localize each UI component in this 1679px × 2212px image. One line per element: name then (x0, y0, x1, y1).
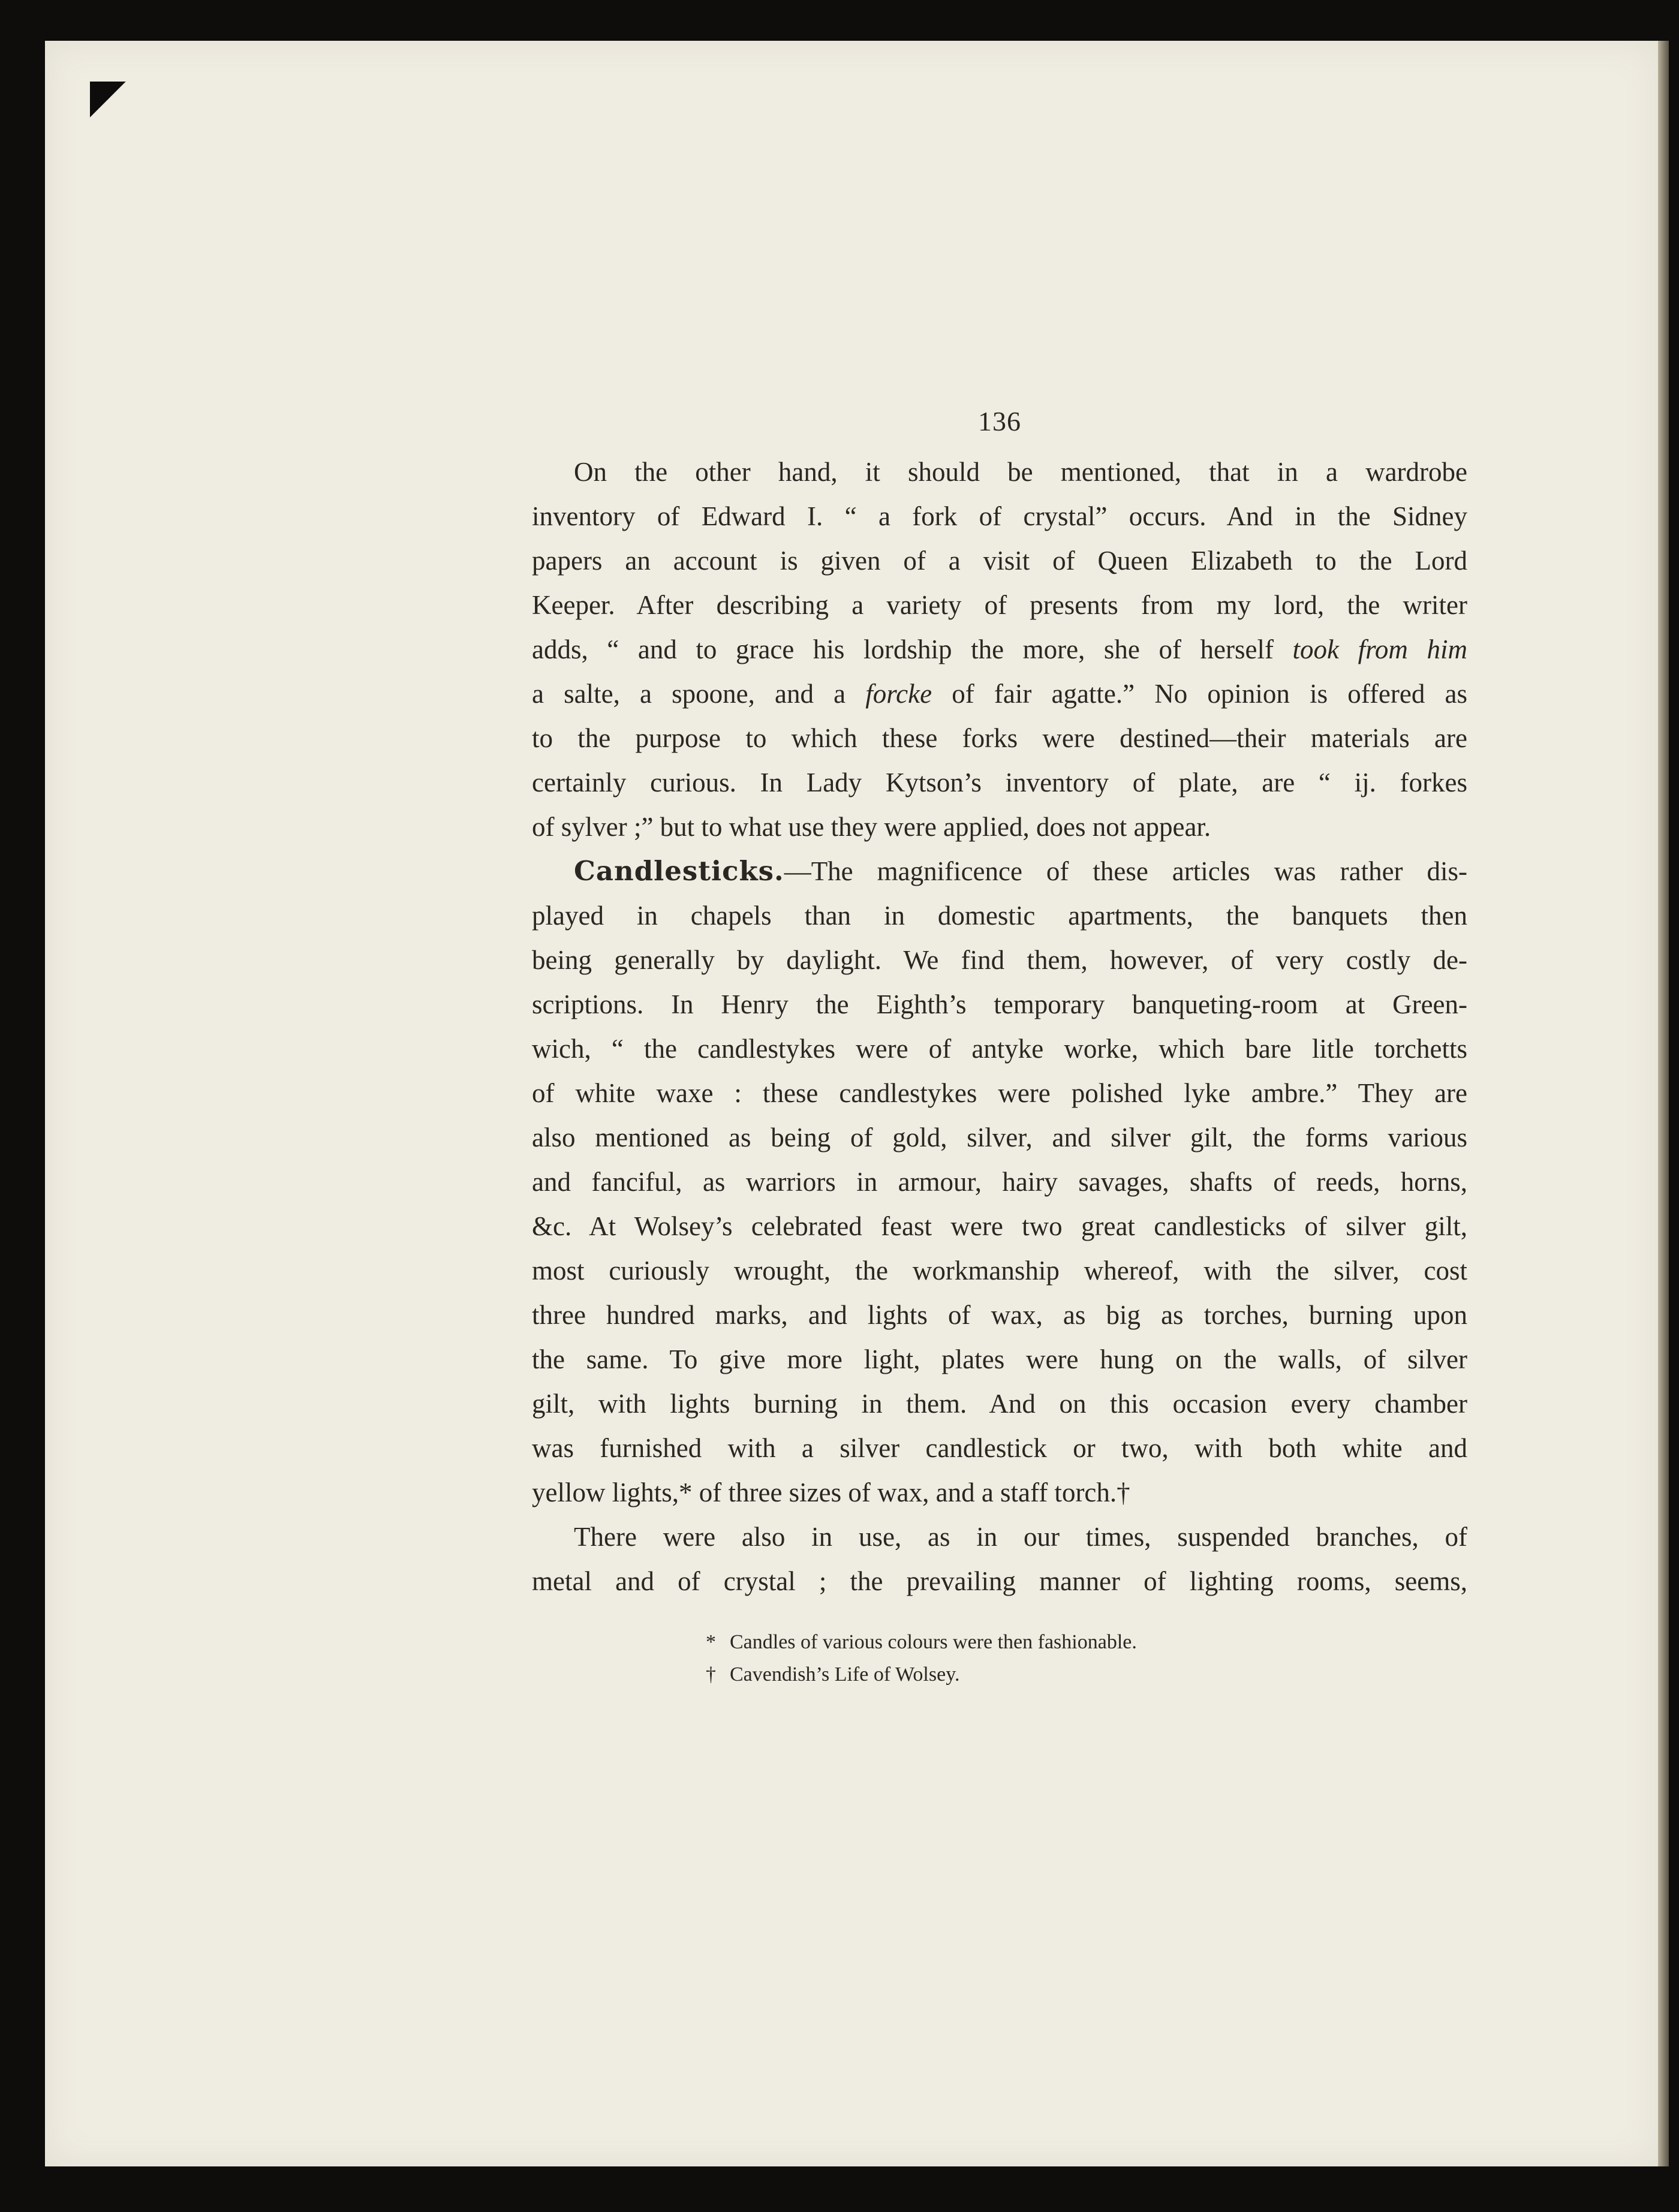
page-corner-fold (90, 82, 126, 118)
text-line: adds, “ and to grace his lordship the more, she of herself took from him (532, 634, 1467, 664)
footnote-text: Cavendish’s Life of Wolsey. (730, 1663, 960, 1686)
footnote-text: Candles of various colours were then fashionable. (730, 1631, 1137, 1653)
text-line: yellow lights,* of three sizes of wax, and a staff torch.† (532, 1477, 1130, 1507)
page-number: 136 (978, 406, 1021, 437)
text-line: of sylver ;” but to what use they were applied, does not appear. (532, 812, 1211, 842)
book-page (45, 41, 1658, 2166)
text-line: also mentioned as being of gold, silver, and silver gilt, the forms various (532, 1122, 1467, 1152)
page-edge-shadow (1658, 41, 1669, 2166)
text-line: inventory of Edward I. “ a fork of crystal” occurs. And in the Sidney (532, 501, 1467, 531)
text-line: to the purpose to which these forks were destined—their materials are (532, 723, 1467, 753)
text-line: &c. At Wolsey’s celebrated feast were two great candlesticks of silver gilt, (532, 1211, 1467, 1241)
text-line: the same. To give more light, plates were hung on the walls, of silver (532, 1344, 1467, 1374)
text-line: being generally by daylight. We find them, however, of very costly de- (532, 945, 1467, 975)
text-line: most curiously wrought, the workmanship whereof, with the silver, cost (532, 1256, 1467, 1286)
footnote-mark: * (706, 1631, 716, 1653)
text-line: and fanciful, as warriors in armour, hairy savages, shafts of reeds, horns, (532, 1167, 1467, 1197)
text-line: wich, “ the candlestykes were of antyke worke, which bare litle torchetts (532, 1034, 1467, 1064)
text-line: was furnished with a silver candlestick or two, with both white and (532, 1433, 1467, 1463)
italic-phrase: forcke (865, 679, 932, 709)
text-line: Candlesticks.—The magnificence of these articles was rather dis- (574, 855, 1467, 887)
text-line: a salte, a spoone, and a forcke of fair agatte.” No opinion is offered as (532, 679, 1468, 709)
text-line: scriptions. In Henry the Eighth’s temporary banqueting-room at Green- (532, 989, 1467, 1019)
footnote (706, 1627, 1137, 1657)
section-heading: Candlesticks. (574, 855, 784, 887)
text-line: certainly curious. In Lady Kytson’s inventory of plate, are “ ij. forkes (532, 768, 1467, 797)
text-line: played in chapels than in domestic apartments, the banquets then (532, 901, 1467, 931)
footnote-mark: † (706, 1663, 716, 1686)
text-line: of white waxe : these candlestykes were polished lyke ambre.” They are (532, 1078, 1467, 1108)
text-line: There were also in use, as in our times, suspended branches, of (574, 1522, 1467, 1552)
text-line: Keeper. After describing a variety of presents from my lord, the writer (532, 590, 1467, 620)
text-line: On the other hand, it should be mentioned, that in a wardrobe (574, 457, 1467, 487)
text-line: papers an account is given of a visit of Queen Elizabeth to the Lord (532, 546, 1467, 576)
text-line: three hundred marks, and lights of wax, as big as torches, burning upon (532, 1300, 1467, 1330)
footnote (706, 1660, 959, 1690)
text-line: gilt, with lights burning in them. And on this occasion every chamber (532, 1389, 1467, 1419)
italic-phrase: took from him (1292, 634, 1467, 664)
text-line: metal and of crystal ; the prevailing manner of lighting rooms, seems, (532, 1566, 1467, 1596)
